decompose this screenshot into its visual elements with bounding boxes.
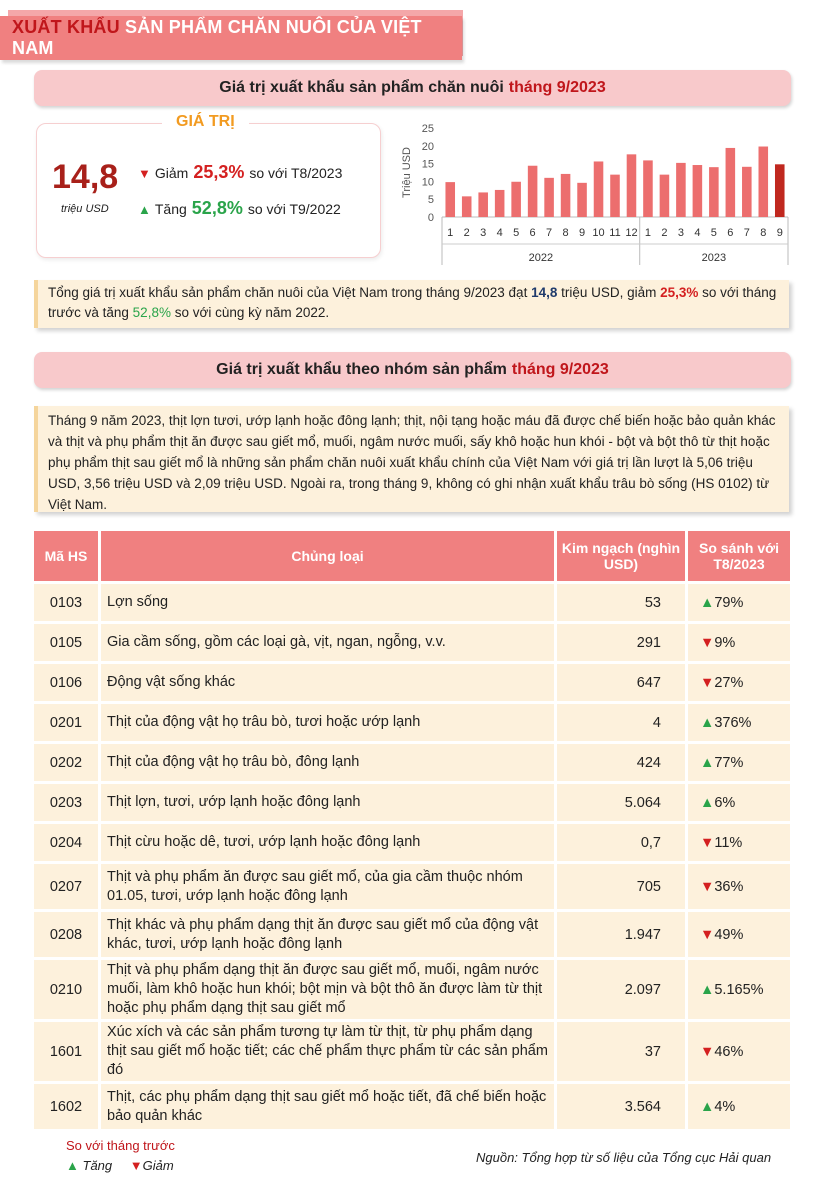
increase-pct: 52,8% bbox=[191, 198, 243, 218]
product-name-cell-text: Thịt khác và phụ phẩm dạng thịt ăn được sau giết mổ của động vật khác, tươi, ướp lạnh hoặc đông lạnh bbox=[107, 916, 539, 952]
up-triangle-icon: ▲ bbox=[700, 794, 715, 811]
up-triangle-icon: ▲ bbox=[700, 714, 715, 731]
decrease-pct: 25,3% bbox=[193, 162, 245, 182]
export-value-unit: triệu USD bbox=[61, 203, 109, 215]
y-tick-label: 25 bbox=[421, 123, 434, 135]
x-tick-label: 4 bbox=[694, 227, 701, 239]
x-tick-label: 8 bbox=[760, 227, 767, 239]
table-row bbox=[34, 864, 790, 909]
page-title-highlight: XUẤT KHẨU bbox=[12, 17, 120, 37]
y-axis-label: Triệu USD bbox=[401, 147, 413, 198]
value-cell bbox=[554, 744, 685, 781]
value-cell bbox=[554, 624, 685, 661]
legend-up-label: Tăng bbox=[82, 1158, 113, 1173]
section2-banner bbox=[34, 352, 791, 388]
hs-code-cell-text: 0203 bbox=[49, 794, 83, 811]
x-tick-label: 4 bbox=[496, 227, 503, 239]
description-paragraph: Tháng 9 năm 2023, thịt lợn tươi, ướp lạnh hoặc đông lạnh; thịt, nội tạng hoặc máu đã được chế biến hoặc bảo quản khác và thịt và phụ phẩm thịt ăn được sau giết mổ, muối, ngâm nước muối, sấy khô hoặc hun khói - bột và bột thô từ thịt hoặc phụ phẩm thịt sau giết mổ là những sản phẩm chăn nuôi xuất khẩu chính của Việt Nam với giá trị lần lượt là 5,06 triệu USD, 3,56 triệu USD và 2,09 triệu USD. Ngoài ra, trong tháng 9, không có ghi nhận xuất khẩu trâu bò sống (HS 0102) từ Việt Nam. bbox=[34, 406, 789, 512]
legend-down-label: Giảm bbox=[142, 1158, 174, 1173]
compare-cell bbox=[685, 584, 790, 621]
value-cell bbox=[554, 1022, 685, 1081]
down-triangle-icon: ▼ bbox=[700, 1043, 715, 1060]
chart-bar bbox=[693, 165, 703, 217]
x-tick-label: 1 bbox=[644, 227, 652, 239]
value-cell bbox=[554, 824, 685, 861]
value-cell bbox=[554, 912, 685, 957]
value-cell bbox=[554, 960, 685, 1019]
y-tick-label: 20 bbox=[421, 140, 434, 153]
x-tick-label: 11 bbox=[609, 227, 621, 239]
down-triangle-icon: ▼ bbox=[700, 926, 715, 943]
x-tick-label: 6 bbox=[727, 227, 734, 239]
monthly-export-chart bbox=[398, 116, 793, 268]
hs-code-cell bbox=[34, 704, 98, 741]
table-row bbox=[34, 1084, 790, 1129]
hs-code-cell-text: 0105 bbox=[49, 634, 83, 651]
compare-cell bbox=[685, 664, 790, 701]
down-triangle-icon: ▼ bbox=[700, 834, 715, 851]
product-name-cell bbox=[98, 824, 554, 861]
group-label: 2022 bbox=[528, 252, 554, 264]
table-row bbox=[34, 704, 790, 741]
page-title-rest: SẢN PHẨM CHĂN NUÔI CỦA VIỆT NAM bbox=[12, 17, 422, 58]
compare-cell bbox=[685, 624, 790, 661]
compare-cell bbox=[685, 864, 790, 909]
chart-bar bbox=[445, 182, 455, 217]
table-row bbox=[34, 624, 790, 661]
down-triangle-icon: ▼ bbox=[138, 166, 151, 181]
product-name-cell bbox=[98, 784, 554, 821]
chart-bar bbox=[544, 178, 554, 217]
value-cell-text: 4 bbox=[652, 714, 661, 731]
hs-code-cell bbox=[34, 584, 98, 621]
x-tick-label: 10 bbox=[592, 227, 605, 239]
hs-code-cell-text: 0207 bbox=[49, 878, 83, 895]
product-name-cell-text: Thịt và phụ phẩm ăn được sau giết mổ, của gia cầm thuộc nhóm 01.05, tươi, ướp lạnh hoặc đông lạnh bbox=[107, 868, 523, 904]
chart-bar bbox=[775, 164, 785, 217]
value-cell-text: 0,7 bbox=[640, 834, 661, 851]
value-cell-text: 2.097 bbox=[624, 981, 661, 998]
up-triangle-icon: ▲ bbox=[700, 754, 715, 771]
compare-pct: 49% bbox=[714, 926, 744, 943]
legend bbox=[66, 1158, 174, 1173]
summary-text-4: so với cùng kỳ năm 2022. bbox=[170, 305, 330, 320]
value-cell bbox=[554, 704, 685, 741]
section1-title-highlight: tháng 9/2023 bbox=[508, 79, 606, 96]
section2-title: Giá trị xuất khẩu theo nhóm sản phẩm bbox=[216, 361, 507, 378]
y-tick-label: 15 bbox=[421, 158, 434, 171]
up-triangle-icon: ▲ bbox=[138, 202, 151, 217]
x-tick-label: 8 bbox=[562, 227, 569, 239]
legend-up-icon: ▲ bbox=[66, 1158, 79, 1173]
down-triangle-icon: ▼ bbox=[700, 674, 715, 691]
increase-suffix: so với T9/2022 bbox=[247, 201, 341, 217]
up-triangle-icon: ▲ bbox=[700, 594, 715, 611]
product-name-cell bbox=[98, 864, 554, 909]
hs-code-cell bbox=[34, 624, 98, 661]
x-tick-label: 3 bbox=[480, 227, 487, 239]
compare-cell bbox=[685, 912, 790, 957]
product-name-cell bbox=[98, 584, 554, 621]
hs-code-cell-text: 0204 bbox=[49, 834, 83, 851]
value-cell-text: 3.564 bbox=[624, 1098, 661, 1115]
hs-code-cell-text: 0208 bbox=[49, 926, 83, 943]
hs-code-cell bbox=[34, 912, 98, 957]
table-row bbox=[34, 784, 790, 821]
chart-bar bbox=[577, 183, 587, 217]
summary-text-3: so với tháng trước và tăng bbox=[48, 285, 777, 320]
decrease-suffix: so với T8/2023 bbox=[249, 165, 343, 181]
legend-title: So với tháng trước bbox=[66, 1138, 175, 1153]
chart-bar bbox=[643, 160, 653, 217]
table-row bbox=[34, 584, 790, 621]
product-name-cell-text: Thịt của động vật họ trâu bò, tươi hoặc ướp lạnh bbox=[107, 714, 421, 730]
header-compare: So sánh với T8/2023 bbox=[685, 531, 790, 581]
x-tick-label: 5 bbox=[513, 227, 520, 239]
summary-text-1: Tổng giá trị xuất khẩu sản phẩm chăn nuôi của Việt Nam trong tháng 9/2023 đạt bbox=[48, 285, 532, 300]
header-value: Kim ngạch (nghìn USD) bbox=[554, 531, 685, 581]
chart-bar bbox=[478, 192, 488, 217]
y-tick-label: 10 bbox=[421, 176, 434, 189]
section1-title: Giá trị xuất khẩu sản phẩm chăn nuôi bbox=[219, 79, 504, 96]
export-value: 14,8 bbox=[52, 158, 119, 196]
product-name-cell bbox=[98, 912, 554, 957]
compare-pct: 27% bbox=[714, 674, 744, 691]
product-name-cell bbox=[98, 664, 554, 701]
product-name-cell-text: Động vật sống khác bbox=[107, 674, 236, 690]
compare-pct: 77% bbox=[714, 754, 744, 771]
down-triangle-icon: ▼ bbox=[700, 634, 715, 651]
group-label: 2023 bbox=[701, 252, 727, 264]
x-tick-label: 2 bbox=[463, 227, 470, 239]
chart-bar bbox=[676, 163, 686, 217]
hs-code-cell bbox=[34, 824, 98, 861]
x-tick-label: 12 bbox=[625, 227, 638, 239]
compare-cell bbox=[685, 824, 790, 861]
decrease-prefix: Giảm bbox=[154, 165, 189, 181]
hs-code-cell-text: 1601 bbox=[49, 1043, 83, 1060]
value-cell-text: 647 bbox=[636, 674, 661, 691]
table-row bbox=[34, 1022, 790, 1081]
value-card-label: GIÁ TRỊ bbox=[162, 113, 249, 131]
product-name-cell-text: Thịt của động vật họ trâu bò, đông lạnh bbox=[107, 754, 360, 770]
chart-bar bbox=[495, 190, 505, 217]
table-row bbox=[34, 912, 790, 957]
legend-down-icon: ▼ bbox=[129, 1158, 143, 1173]
hs-code-cell bbox=[34, 864, 98, 909]
value-cell bbox=[554, 784, 685, 821]
product-name-cell-text: Xúc xích và các sản phẩm tương tự làm từ thịt, từ phụ phẩm dạng thịt sau giết mổ hoặc tiết; các chế phẩm thực phẩm từ các sản phẩm đó bbox=[107, 1024, 548, 1078]
product-table bbox=[34, 528, 790, 1132]
value-cell-text: 705 bbox=[636, 878, 661, 895]
compare-pct: 79% bbox=[714, 594, 744, 611]
compare-pct: 9% bbox=[714, 634, 736, 651]
hs-code-cell-text: 0201 bbox=[49, 714, 83, 731]
product-name-cell-text: Thịt và phụ phẩm dạng thịt ăn được sau giết mổ, muối, ngâm nước muối, làm khô hoặc hun khói; bột mịn và bột thô ăn được làm từ thịt hoặc phụ phẩm dạng thịt sau giết mổ bbox=[107, 962, 543, 1016]
y-tick-label: 5 bbox=[427, 194, 434, 207]
value-cell-text: 37 bbox=[644, 1043, 661, 1060]
product-name-cell bbox=[98, 1022, 554, 1081]
x-tick-label: 1 bbox=[447, 227, 454, 239]
x-tick-label: 7 bbox=[743, 227, 750, 239]
product-name-cell bbox=[98, 744, 554, 781]
chart-bar bbox=[660, 175, 670, 217]
hs-code-cell bbox=[34, 1084, 98, 1129]
chart-bar bbox=[462, 196, 472, 217]
compare-cell bbox=[685, 704, 790, 741]
chart-bar bbox=[511, 182, 521, 217]
source-note: Nguồn: Tổng hợp từ số liệu của Tổng cục Hải quan bbox=[476, 1150, 772, 1165]
x-tick-label: 5 bbox=[710, 227, 717, 239]
compare-pct: 36% bbox=[714, 878, 744, 895]
summary-text-2: triệu USD, giảm bbox=[557, 285, 661, 300]
increase-comparison bbox=[138, 198, 341, 219]
value-cell bbox=[554, 584, 685, 621]
compare-pct: 376% bbox=[714, 714, 752, 731]
product-name-cell-text: Thịt lợn, tươi, ướp lạnh hoặc đông lạnh bbox=[107, 794, 361, 810]
y-tick-label: 0 bbox=[427, 212, 434, 224]
decrease-comparison bbox=[138, 162, 342, 183]
compare-pct: 4% bbox=[714, 1098, 736, 1115]
hs-code-cell bbox=[34, 744, 98, 781]
down-triangle-icon: ▼ bbox=[700, 878, 715, 895]
x-tick-label: 2 bbox=[661, 227, 668, 239]
product-name-cell-text: Lợn sống bbox=[107, 594, 169, 610]
chart-bar bbox=[726, 148, 736, 217]
value-cell-text: 291 bbox=[636, 634, 661, 651]
table-row bbox=[34, 824, 790, 861]
hs-code-cell-text: 0103 bbox=[49, 594, 83, 611]
chart-bar bbox=[627, 154, 637, 217]
up-triangle-icon: ▲ bbox=[700, 981, 715, 998]
header-name: Chủng loại bbox=[98, 531, 554, 581]
x-tick-label: 9 bbox=[578, 227, 586, 239]
summary-box bbox=[34, 280, 789, 328]
table-row bbox=[34, 744, 790, 781]
up-triangle-icon: ▲ bbox=[700, 1098, 715, 1115]
product-name-cell-text: Thịt, các phụ phẩm dạng thịt sau giết mổ hoặc tiết, đã chế biến hoặc bảo quản khác bbox=[107, 1088, 547, 1124]
chart-bar bbox=[709, 167, 719, 217]
section2-title-highlight: tháng 9/2023 bbox=[511, 361, 609, 378]
chart-bar bbox=[759, 147, 769, 217]
summary-decrease: 25,3% bbox=[660, 285, 699, 300]
page-title bbox=[12, 17, 462, 59]
value-cell-text: 53 bbox=[644, 594, 661, 611]
compare-pct: 11% bbox=[714, 834, 743, 851]
chart-bar bbox=[610, 175, 620, 217]
hs-code-cell bbox=[34, 664, 98, 701]
x-tick-label: 3 bbox=[677, 227, 684, 239]
header-hs: Mã HS bbox=[34, 531, 98, 581]
increase-prefix: Tăng bbox=[154, 201, 187, 217]
hs-code-cell bbox=[34, 960, 98, 1019]
value-cell bbox=[554, 1084, 685, 1129]
table-header-row bbox=[34, 531, 790, 581]
hs-code-cell-text: 1602 bbox=[49, 1098, 83, 1115]
hs-code-cell-text: 0202 bbox=[49, 754, 83, 771]
compare-pct: 5.165% bbox=[714, 981, 764, 998]
product-name-cell bbox=[98, 960, 554, 1019]
product-name-cell bbox=[98, 1084, 554, 1129]
x-tick-label: 6 bbox=[529, 227, 536, 239]
compare-cell bbox=[685, 1084, 790, 1129]
summary-value: 14,8 bbox=[531, 285, 558, 300]
hs-code-cell bbox=[34, 784, 98, 821]
table-row bbox=[34, 960, 790, 1019]
table-row bbox=[34, 664, 790, 701]
value-cell-text: 424 bbox=[636, 754, 661, 771]
summary-increase: 52,8% bbox=[132, 305, 171, 320]
chart-bar bbox=[594, 161, 604, 217]
chart-bar bbox=[742, 167, 752, 217]
product-name-cell bbox=[98, 704, 554, 741]
product-name-cell bbox=[98, 624, 554, 661]
hs-code-cell-text: 0106 bbox=[49, 674, 83, 691]
compare-cell bbox=[685, 744, 790, 781]
section1-banner bbox=[34, 70, 791, 106]
hs-code-cell-text: 0210 bbox=[49, 981, 83, 998]
hs-code-cell bbox=[34, 1022, 98, 1081]
value-cell-text: 1.947 bbox=[624, 926, 661, 943]
x-tick-label: 7 bbox=[546, 227, 553, 239]
product-name-cell-text: Thịt cừu hoặc dê, tươi, ướp lạnh hoặc đông lạnh bbox=[107, 834, 421, 850]
x-tick-label: 9 bbox=[776, 227, 783, 239]
compare-pct: 6% bbox=[714, 794, 736, 811]
product-name-cell-text: Gia cầm sống, gồm các loại gà, vịt, ngan, ngỗng, v.v. bbox=[107, 634, 446, 650]
compare-cell bbox=[685, 960, 790, 1019]
header-ribbon bbox=[0, 16, 462, 60]
value-cell bbox=[554, 864, 685, 909]
chart-bar bbox=[561, 174, 571, 217]
compare-cell bbox=[685, 784, 790, 821]
value-cell-text: 5.064 bbox=[624, 794, 661, 811]
value-cell bbox=[554, 664, 685, 701]
compare-cell bbox=[685, 1022, 790, 1081]
compare-pct: 46% bbox=[714, 1043, 744, 1060]
chart-bar bbox=[528, 166, 538, 217]
